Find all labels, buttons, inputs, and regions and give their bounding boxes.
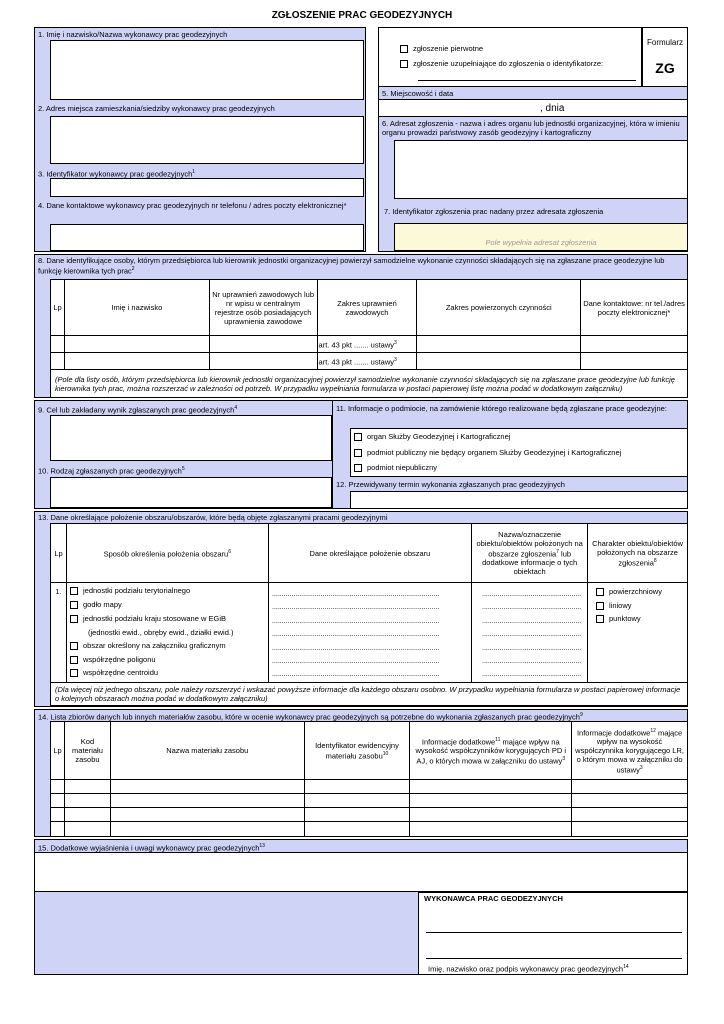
supplementary-id-line[interactable]: [418, 80, 636, 81]
checkbox-supplementary[interactable]: [400, 60, 408, 68]
form-code-box: [642, 27, 688, 87]
executor-address-field[interactable]: [50, 116, 364, 164]
table-row[interactable]: [51, 336, 688, 353]
section-8-label: 8. Dane identyfikujące osoby, którym przedsiębiorca lub kierownik jednostki organizacyjnej powierzył samodzielne wykonanie czynności składających się na zgłaszane prace geodezyjne lub funkcję kierownika tych prac$^2$: [38, 256, 665, 276]
method-option-3[interactable]: jednostki podziału kraju stosowane w EGiB: [70, 614, 226, 623]
signature-label: Imię, nazwisko oraz podpis wykonawcy prac geodezyjnych$^{14}$: [428, 964, 629, 974]
client-option-2[interactable]: podmiot publiczny nie będący organem Służby Geodezyjnej i Kartograficznej: [354, 448, 621, 457]
submission-type-box: [378, 27, 642, 87]
col-material-name: Nazwa materiału zasobu: [110, 722, 304, 780]
work-type-field[interactable]: [50, 477, 332, 508]
table-row[interactable]: [51, 808, 688, 822]
registration-note: Pole wypełnia adresat zgłoszenia: [485, 238, 597, 247]
section-8-note: (Pole dla listy osób, którym przedsiębiorca lub kierownik jednostki organizacyjnej powierzył samodzielne wykonanie czynności składających się na zgłaszane prace geodezyjne lub funkcję kierownika tych prac, można rozszerzać w zależności od potrzeb. W przypadku wypełniania formularza w postaci papierowej listę można podać w dodatkowym załączniku): [51, 370, 688, 398]
col-lp: Lp: [51, 524, 67, 583]
character-option-3[interactable]: punktowy: [596, 614, 641, 623]
character-option-2[interactable]: liniowy: [596, 601, 632, 610]
col-permissions: Nr uprawnień zawodowych lub nr wpisu w centralnym rejestrze osób posiadających uprawnienia zawodowe: [209, 280, 317, 336]
row-lp: 1.: [51, 583, 67, 683]
art-cell: art. 43 pkt ....... ustawy$^3$: [317, 336, 417, 353]
form-code: ZG: [655, 60, 675, 76]
section-1-label: 1. Imię i nazwisko/Nazwa wykonawcy prac geodezyjnych: [38, 30, 228, 39]
location-dot-lines[interactable]: ...................................................................................... ...................................................................................... ...................................................................................... ...................................................................................... ...................................................................................... ...................................................................................... ......................................................................................: [272, 591, 440, 679]
checkbox-char-2[interactable]: [596, 602, 604, 610]
place-date-field[interactable]: [378, 99, 688, 117]
section-5-label: 5. Miejscowość i data: [382, 89, 454, 98]
section-4-label: 4. Dane kontaktowe wykonawcy prac geodezyjnych nr telefonu / adres poczty elektronicznej*: [38, 201, 347, 210]
table-row[interactable]: [51, 794, 688, 808]
table-row[interactable]: [51, 822, 688, 837]
checkbox-first[interactable]: [400, 45, 408, 53]
section-11-label: 11. Informacje o podmiocie, na zamówienie którego realizowane będą zgłaszane prace geodezyjne:: [336, 404, 667, 413]
purpose-field[interactable]: [50, 415, 332, 461]
section-13-label: 13. Dane określające położenie obszaru/obszarów, które będą objęte zgłaszanymi pracami geodezyjnymi: [38, 513, 388, 522]
deadline-field[interactable]: [350, 491, 688, 509]
checkbox-client-1[interactable]: [354, 433, 362, 441]
section-12-label: 12. Przewidywany termin wykonania zgłaszanych prac geodezyjnych: [336, 480, 565, 489]
table-row[interactable]: [51, 353, 688, 370]
method-option-5[interactable]: współrzędne poligonu: [70, 655, 156, 664]
character-option-1[interactable]: powierzchniowy: [596, 587, 662, 596]
checkbox-method-4[interactable]: [70, 642, 78, 650]
executor-name-field[interactable]: [50, 40, 364, 100]
checkbox-client-2[interactable]: [354, 449, 362, 457]
method-option-1[interactable]: jednostki podziału terytorialnego: [70, 586, 190, 595]
checkbox-method-5[interactable]: [70, 656, 78, 664]
col-object-name: Nazwa/oznaczenie obiektu/obiektów położonych na obszarze zgłoszenia$^7$ lub dodatkowe informacje o tych obiektach: [472, 524, 588, 583]
remarks-field[interactable]: [34, 852, 688, 892]
col-info-pd-aj: Informacje dodatkowe$^{11}$ mające wpływ na wysokość współczynników korygujących PD i AJ, o których mowa w załączniku do ustawy$^3$: [410, 722, 572, 780]
section-3-label: 3. Identyfikator wykonawcy prac geodezyjnych$^1$: [38, 169, 196, 179]
method-option-2[interactable]: godło mapy: [70, 600, 122, 609]
col-scope: Zakres uprawnień zawodowych: [317, 280, 417, 336]
executor-contact-field[interactable]: [50, 224, 364, 251]
section-9-label: 9. Cel lub zakładany wynik zgłaszanych prac geodezyjnych$^4$: [38, 405, 238, 415]
col-duties: Zakres powierzonych czynności: [417, 280, 581, 336]
method-option-3-sub: (jednostki ewid., obręby ewid., działki ewid.): [88, 628, 234, 637]
section-2-label: 2. Adres miejsca zamieszkania/siedziby wykonawcy prac geodezyjnych: [38, 104, 275, 113]
option-supplementary[interactable]: zgłoszenie uzupełniające do zgłoszenia o identyfikatorze:: [400, 59, 603, 68]
col-lp: Lp: [51, 280, 65, 336]
method-option-4[interactable]: obszar określony na załączniku graficznym: [70, 641, 226, 650]
divider-9-11: [332, 400, 333, 509]
signature-box: [418, 892, 688, 975]
checkbox-char-3[interactable]: [596, 615, 604, 623]
section-14-label: 14. Lista zbiorów danych lub innych materiałów zasobu, które w ocenie wykonawcy prac geodezyjnych są potrzebne do wykonania zgłaszanych prac geodezyjnych$^9$: [38, 712, 583, 722]
checkbox-client-3[interactable]: [354, 464, 362, 472]
checkbox-method-1[interactable]: [70, 587, 78, 595]
col-contact: Dane kontaktowe: nr tel./adres poczty elektronicznej*: [581, 280, 688, 336]
col-ident: Identyfikator ewidencyjny materiału zasobu$^{10}$: [304, 722, 410, 780]
option-first[interactable]: zgłoszenie pierwotne: [400, 44, 483, 53]
section-7-label: 7. Identyfikator zgłoszenia prac nadany przez adresata zgłoszenia: [384, 207, 604, 216]
form-label: Formularz: [646, 38, 683, 47]
col-lp: Lp: [51, 722, 65, 780]
col-info-lr: Informacje dodatkowe$^{12}$ mające wpływ na wysokość współczynnika korygującego LR, o którym mowa w załączniku do ustawy$^3$: [572, 722, 688, 780]
section-10-label: 10. Rodzaj zgłaszanych prac geodezyjnych$^5$: [38, 466, 185, 476]
col-location: Dane określające położenie obszaru: [268, 524, 472, 583]
signature-title: WYKONAWCA PRAC GEODEZYJNYCH: [424, 894, 563, 903]
table-row[interactable]: [51, 780, 688, 794]
section-13-note: (Dla więcej niż jednego obszaru, pole należy rozszerzyć i wskazać powyższe informacje dla każdego obszaru osobno. W przypadku wypełniania formularza w postaci papierowej informacje o kolejnych obszarach można podać w dodatkowym załączniku): [51, 683, 688, 706]
col-name: Imię i nazwisko: [64, 280, 209, 336]
checkbox-method-3[interactable]: [70, 615, 78, 623]
col-character: Charakter obiektu/obiektów położonych na obszarze zgłoszenia$^8$: [588, 524, 688, 583]
executor-id-field[interactable]: [50, 178, 364, 197]
addressee-field[interactable]: [394, 140, 688, 199]
client-option-1[interactable]: organ Służby Geodezyjnej i Kartograficznej: [354, 432, 510, 441]
page-title: ZGŁOSZENIE PRAC GEODEZYJNYCH: [271, 10, 453, 21]
signature-line-2[interactable]: [426, 958, 682, 959]
checkbox-method-6[interactable]: [70, 669, 78, 677]
materials-table: [50, 721, 688, 837]
col-method: Sposób określenia położenia obszaru$^6$: [66, 524, 268, 583]
signature-line-1[interactable]: [426, 932, 682, 933]
col-code: Kod materiału zasobu: [64, 722, 110, 780]
date-dnia: , dnia: [540, 103, 565, 114]
section-6-label: 6. Adresat zgłoszenia - nazwa i adres organu lub jednostki organizacyjnej, która w imieniu organu prowadzi państwowy zasób geodezyjny i kartograficzny: [382, 119, 680, 137]
method-option-6[interactable]: współrzędne centroidu: [70, 668, 158, 677]
checkbox-char-1[interactable]: [596, 588, 604, 596]
client-option-3[interactable]: podmiot niepubliczny: [354, 463, 437, 472]
section-15-label: 15. Dodatkowe wyjaśnienia i uwagi wykonawcy prac geodezyjnych$^{13}$: [38, 843, 265, 853]
art-cell: art. 43 pkt ....... ustawy$^3$: [317, 353, 417, 370]
object-dot-lines[interactable]: ................................................... ................................................... ................................................... ................................................... ................................................... ................................................... ...................................................: [482, 591, 582, 679]
checkbox-method-2[interactable]: [70, 601, 78, 609]
persons-table: [50, 279, 688, 398]
